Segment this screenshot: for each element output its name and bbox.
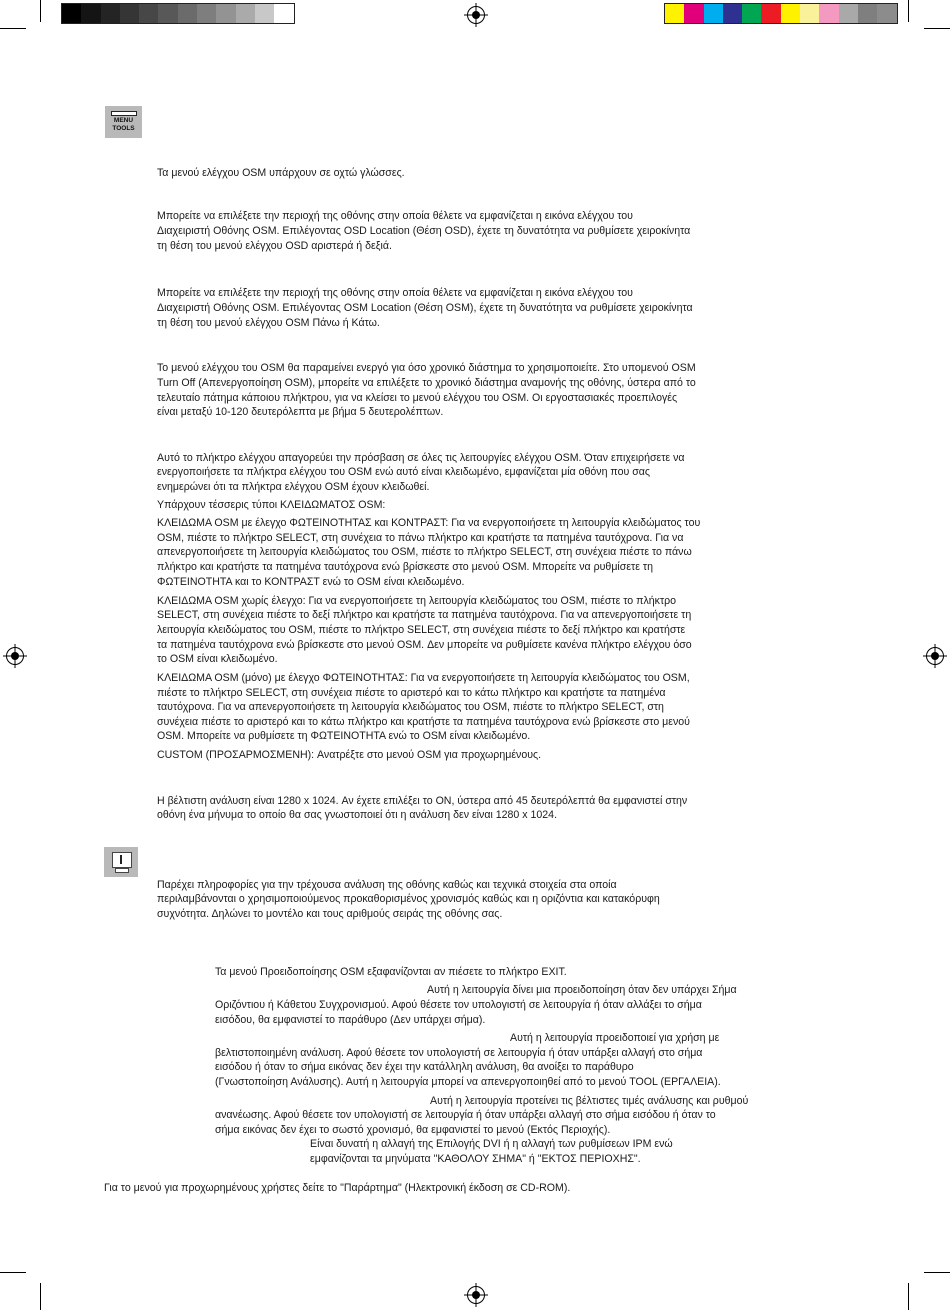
text-line: τη θέση του μενού ελέγχου OSM Πάνω ή Κάτω.	[157, 317, 380, 329]
color-swatch	[761, 4, 780, 23]
text-line: συνέχεια πιέστε το αριστερό και το κάτω πλήκτρο και κρατήστε τα πατημένα ταυτόχρονα ενώ βρίσκεστε στο μενού	[157, 716, 690, 728]
text-line: Υπάρχουν τέσσερις τύποι ΚΛΕΙΔΩΜΑΤΟΣ OSM:	[157, 499, 386, 511]
text-line: Η βέλτιστη ανάλυση είναι 1280 x 1024. Αν έχετε επιλέξει το ON, ύστερα από 45 δευτερόλεπτά θα εμφανιστεί στην	[157, 795, 688, 807]
menu-tools-icon	[105, 106, 142, 138]
color-swatch	[704, 4, 723, 23]
text-line: τα πατημένα ταυτόχρονα ενώ βρίσκεστε στο μενού OSM. Δεν μπορείτε να ρυθμίσετε κανένα πλήκτρο ελέγχου όσο	[157, 639, 692, 651]
color-swatch	[236, 4, 255, 23]
crop-mark	[924, 1272, 950, 1273]
color-swatch	[684, 4, 703, 23]
text-line: OSM. Μπορείτε να ρυθμίσετε τη ΦΩΤΕΙΝΟΤΗΤΑ ενώ το OSM είναι κλειδωμένο.	[157, 730, 531, 742]
color-swatch	[255, 4, 274, 23]
crop-mark	[924, 28, 950, 29]
text-line: ενημερώνει ότι τα πλήκτρα ελέγχου OSM έχουν κλειδωθεί.	[157, 481, 430, 493]
text-line: OSM, πιέστε το πλήκτρο SELECT, στη συνέχεια το πάνω πλήκτρο και κρατήστε τα πατημένα ταυτόχρονα. Για να	[157, 532, 684, 544]
registration-mark-top-icon	[467, 6, 485, 24]
text-line: Τα μενού ελέγχου OSM υπάρχουν σε οχτώ γλώσσες.	[157, 167, 405, 179]
color-swatch	[178, 4, 197, 23]
color-swatch	[742, 4, 761, 23]
color-swatch	[858, 4, 877, 23]
text-line: ανανέωσης. Αφού θέσετε τον υπολογιστή σε λειτουργία ή όταν υπάρξει αλλαγή στο σήμα εισόδου ή όταν το	[215, 1109, 716, 1121]
text-line: Μπορείτε να επιλέξετε την περιοχή της οθόνης στην οποία θέλετε να εμφανίζεται η εικόνα ελέγχου του	[157, 210, 633, 222]
text-line: ταυτόχρονα. Για να απενεργοποιήσετε τη λειτουργία κλειδώματος του OSM, πιέστε το πλήκτρο SELECT, στη	[157, 701, 664, 713]
text-line: λειτουργία κλειδώματος του OSM, πιέστε το πλήκτρο SELECT, στη συνέχεια πιέστε το δεξί πλήκτρο και κρατήστε	[157, 624, 686, 636]
color-swatch	[139, 4, 158, 23]
registration-mark-bottom-icon	[467, 1286, 485, 1304]
color-swatch	[839, 4, 858, 23]
text-line: Αυτή η λειτουργία προειδοποιεί για χρήση με	[510, 1032, 720, 1044]
menu-tools-label-2: TOOLS	[112, 125, 135, 132]
color-swatch	[800, 4, 819, 23]
crop-mark	[0, 28, 26, 29]
text-line: ενεργοποιήσετε τα πλήκτρα ελέγχου του OSM ενώ αυτό είναι κλειδωμένο, εμφανίζεται μία οθόνη που σας	[157, 466, 650, 478]
text-line: οθόνη ένα μήνυμα το οποίο θα σας γνωστοποιεί ότι η ανάλυση δεν είναι 1280 x 1024.	[157, 809, 558, 821]
crop-mark	[908, 0, 909, 22]
text-line: Αυτή η λειτουργία δίνει μια προειδοποίηση όταν δεν υπάρχει Σήμα	[427, 984, 737, 996]
color-swatch	[62, 4, 81, 23]
menu-tools-label-1: MENU	[113, 117, 134, 124]
text-line: Αυτή η λειτουργία προτείνει τις βέλτιστες τιμές ανάλυσης και ρυθμού	[430, 1095, 749, 1107]
registration-mark-right-icon	[926, 647, 944, 665]
crop-mark	[40, 0, 41, 22]
text-line: Είναι δυνατή η αλλαγή της Επιλογής DVI ή η αλλαγή των ρυθμίσεων IPM ενώ	[310, 1138, 673, 1150]
text-line: τη θέση του μενού ελέγχου OSD αριστερά ή δεξιά.	[157, 240, 392, 252]
crop-mark	[0, 1272, 26, 1273]
text-line: Turn Off (Απενεργοποίηση OSM), μπορείτε να επιλέξετε το χρονικό διάστημα αναμονής της οθόνης, ύστερα από το	[157, 377, 696, 389]
color-swatch	[781, 4, 800, 23]
color-swatch	[723, 4, 742, 23]
text-line: βελτιστοποιημένη ανάλυση. Αφού θέσετε τον υπολογιστή σε λειτουργία ή όταν υπάρξει αλλαγή στο σήμα	[215, 1047, 703, 1059]
text-line: πλήκτρο και κρατήστε τα πατημένα ταυτόχρονα ενώ βρίσκεστε στο μενού OSM. Μπορείτε να ρυθμίσετε τη	[157, 561, 653, 573]
text-line: σήμα εικόνας δεν έχει το σωστό χρονισμό, θα εμφανιστεί το μενού (Εκτός Περιοχής).	[215, 1124, 611, 1136]
text-line: Μπορείτε να επιλέξετε την περιοχή της οθόνης στην οποία θέλετε να εμφανίζεται η εικόνα ελέγχου του	[157, 287, 633, 299]
text-line: εισόδου, θα εμφανιστεί το παράθυρο (Δεν υπάρχει σήμα).	[215, 1014, 486, 1026]
text-line: απενεργοποιήσετε τη λειτουργία κλειδώματος του OSM, πιέστε το πλήκτρο SELECT, στη συνέχεια πιέστε το πάνω	[157, 546, 692, 558]
color-swatch	[877, 4, 896, 23]
text-line: τελευταίο πάτημα κάποιου πλήκτρου, για να κλείσει το μενού ελέγχου του OSM. Οι εργοστασιακές προεπιλογές	[157, 392, 678, 404]
color-swatch	[819, 4, 838, 23]
text-line: ΚΛΕΙΔΩΜΑ OSM με έλεγχο ΦΩΤΕΙΝΟΤΗΤΑΣ και ΚΟΝΤΡΑΣΤ: Για να ενεργοποιήσετε τη λειτουργία κλειδώματος του	[157, 517, 701, 529]
text-line: (Γνωστοποίηση Ανάλυσης). Αυτή η λειτουργία μπορεί να απενεργοποιηθεί από το μενού TOOL (ΕΡΓΑΛΕΙΑ).	[215, 1076, 721, 1088]
text-line: συχνότητα. Δηλώνει το μοντέλο και τους αριθμούς σειράς της οθόνης σας.	[157, 908, 503, 920]
registration-mark-left-icon	[6, 647, 24, 665]
text-line: Διαχειριστή Οθόνης OSM. Επιλέγοντας OSM Location (Θέση OSM), έχετε τη δυνατότητα να ρυθμίσετε χειροκίνητα	[157, 302, 693, 314]
text-line: Διαχειριστή Οθόνης OSM. Επιλέγοντας OSD Location (Θέση OSD), έχετε τη δυνατότητα να ρυθμίσετε χειροκίνητα	[157, 225, 691, 237]
text-line: Για το μενού για προχωρημένους χρήστες δείτε το "Παράρτημα" (Ηλεκτρονική έκδοση σε CD-ROM).	[104, 1182, 571, 1194]
color-swatch	[197, 4, 216, 23]
text-line: ΦΩΤΕΙΝΟΤΗΤΑ και το ΚΟΝΤΡΑΣΤ ενώ το OSM είναι κλειδωμένο.	[157, 576, 465, 588]
text-line: Αυτό το πλήκτρο ελέγχου απαγορεύει την πρόσβαση σε όλες τις λειτουργίες ελέγχου OSM. Όταν επιχειρήσετε να	[157, 452, 685, 464]
text-line: Το μενού ελέγχου του OSM θα παραμείνει ενεργό για όσο χρονικό διάστημα το χρησιμοποιείτε. Στο υπομενού OSM	[157, 362, 696, 374]
text-line: Παρέχει πληροφορίες για την τρέχουσα ανάλυση της οθόνης καθώς και τεχνικά στοιχεία στα οποία	[157, 879, 617, 891]
color-swatch	[158, 4, 177, 23]
text-line: το OSM είναι κλειδωμένο.	[157, 653, 278, 665]
color-calibration-bar	[664, 3, 898, 24]
text-line: εισόδου ή όταν το σήμα εικόνας δεν έχει την κατάλληλη ανάλυση, θα ανοίξει το παράθυρο	[215, 1061, 634, 1073]
text-line: Οριζόντιου ή Κάθετου Συγχρονισμού. Αφού θέσετε τον υπολογιστή σε λειτουργία ή όταν αλλάξει το σήμα	[215, 999, 702, 1011]
grayscale-calibration-bar	[61, 3, 295, 24]
color-swatch	[274, 4, 293, 23]
text-line: πιέστε το πλήκτρο SELECT, στη συνέχεια πιέστε το αριστερό και το κάτω πλήκτρο και κρατήστε τα πατημένα	[157, 687, 666, 699]
color-swatch	[216, 4, 235, 23]
color-swatch	[81, 4, 100, 23]
text-line: SELECT, στη συνέχεια πιέστε το δεξί πλήκτρο και κρατήστε τα πατημένα ταυτόχρονα. Για να απενεργοποιήσετε τη	[157, 609, 692, 621]
crop-mark	[40, 1283, 41, 1310]
color-swatch	[101, 4, 120, 23]
text-line: ΚΛΕΙΔΩΜΑ OSM χωρίς έλεγχο: Για να ενεργοποιήσετε τη λειτουργία κλειδώματος του OSM, πιέστε το πλήκτρο	[157, 595, 677, 607]
text-line: είναι μεταξύ 10-120 δευτερόλεπτα με βήμα 5 δευτερολέπτων.	[157, 406, 444, 418]
text-line: εμφανίζονται τα μηνύματα "ΚΑΘΟΛΟΥ ΣΗΜΑ" ή "ΕΚΤΟΣ ΠΕΡΙΟΧΗΣ".	[310, 1153, 641, 1165]
text-line: CUSTOM (ΠΡΟΣΑΡΜΟΣΜΕΝΗ): Ανατρέξτε στο μενού OSM για προχωρημένους.	[157, 749, 542, 761]
information-icon	[104, 847, 138, 877]
text-line: ΚΛΕΙΔΩΜΑ OSM (μόνο) με έλεγχο ΦΩΤΕΙΝΟΤΗΤΑΣ: Για να ενεργοποιήσετε τη λειτουργία κλειδώματος του OSM,	[157, 672, 690, 684]
text-line: περιλαμβάνονται ο χρησιμοποιούμενος προκαθορισμένος χρονισμός καθώς και η οριζόντια και κατακόρυφη	[157, 893, 660, 905]
crop-mark	[908, 1283, 909, 1310]
color-swatch	[120, 4, 139, 23]
text-line: Τα μενού Προειδοποίησης OSM εξαφανίζονται αν πιέσετε το πλήκτρο EXIT.	[215, 966, 567, 978]
color-swatch	[665, 4, 684, 23]
